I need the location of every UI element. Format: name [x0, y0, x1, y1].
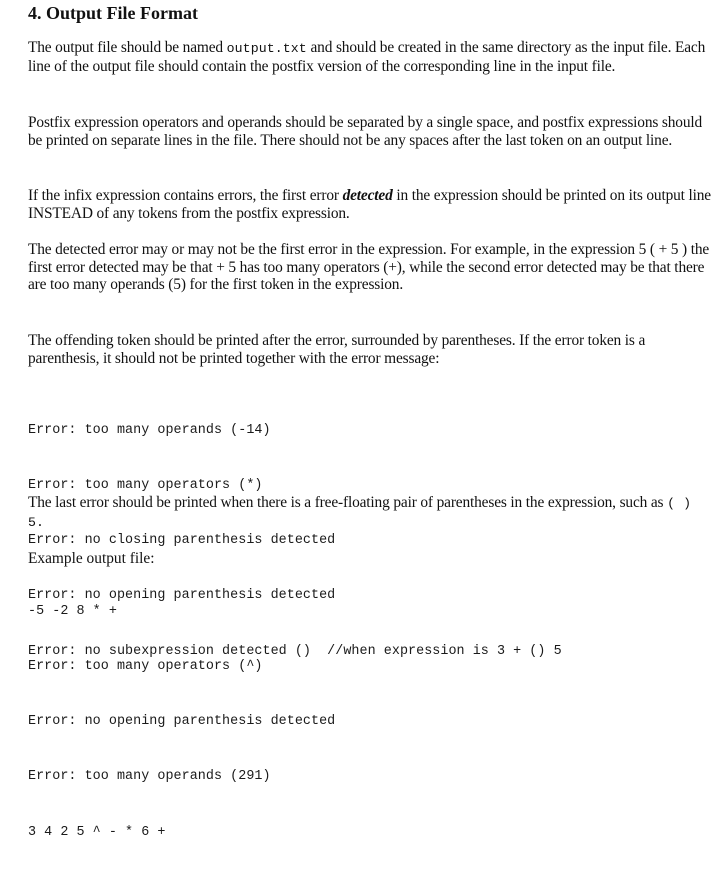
example-output-code-block: [28, 566, 335, 879]
code-line: Error: no opening parenthesis detected: [28, 588, 336, 604]
example-output-label: Example output file:: [28, 550, 155, 567]
paragraph-free-floating-parentheses: [28, 494, 713, 531]
section-heading: 4. Output File Format: [28, 3, 198, 23]
code-line: Error: no opening parenthesis detected: [28, 714, 336, 730]
paragraph-text: The last error should be printed when there is a free-floating pair of parentheses in the expression, such as: [28, 494, 668, 511]
code-line: Error: no closing parenthesis detected: [28, 533, 336, 549]
paragraph-error-detected: [28, 187, 713, 222]
code-line: 3 4 2 5 ^ - * 6 +: [28, 824, 166, 840]
inline-code-example: ( ) 5.: [28, 496, 692, 530]
emphasized-word: detected: [342, 187, 393, 204]
inline-code-filename: output.txt: [226, 41, 307, 56]
paragraph-detected-error-example: The detected error may or may not be the first error in the expression. For example, in the expression 5 ( + 5 ) the first error detected may be that + 5 has too many operators (+), while the second error detected may be that there are too many operands (5) for the first token in the expression.: [28, 241, 710, 294]
paragraph-text: If the infix expression contains errors, the first error: [28, 187, 343, 204]
paragraph-text: and should be created in the same directory as the input file. Each line of the output file should contain the postfix version of the corresponding line in the input file.: [28, 39, 706, 75]
paragraph-offending-token: The offending token should be printed after the error, surrounded by parentheses. If the error token is a parenthesis, it should not be printed together with the error message:: [28, 332, 646, 367]
code-line: Error: too many operators (^): [28, 659, 263, 675]
paragraph-postfix-spacing: Postfix expression operators and operands should be separated by a single space, and postfix expressions should be printed on separate lines in the file. There should not be any spaces after the last token on an output line.: [28, 114, 703, 149]
paragraph-output-file-name: [28, 39, 713, 75]
code-line: Error: too many operators (*): [28, 478, 263, 494]
code-line: -5 -2 8 * +: [28, 603, 117, 619]
code-line: Error: no subexpression detected () //when expression is 3 + () 5: [28, 643, 562, 659]
code-line: Error: too many operands (-14): [28, 422, 271, 438]
code-line: Error: too many operands (291): [28, 769, 271, 785]
paragraph-text: in the expression should be printed on its output line INSTEAD of any tokens from the postfix expression.: [28, 187, 711, 222]
paragraph-text: The output file should be named: [28, 39, 227, 56]
